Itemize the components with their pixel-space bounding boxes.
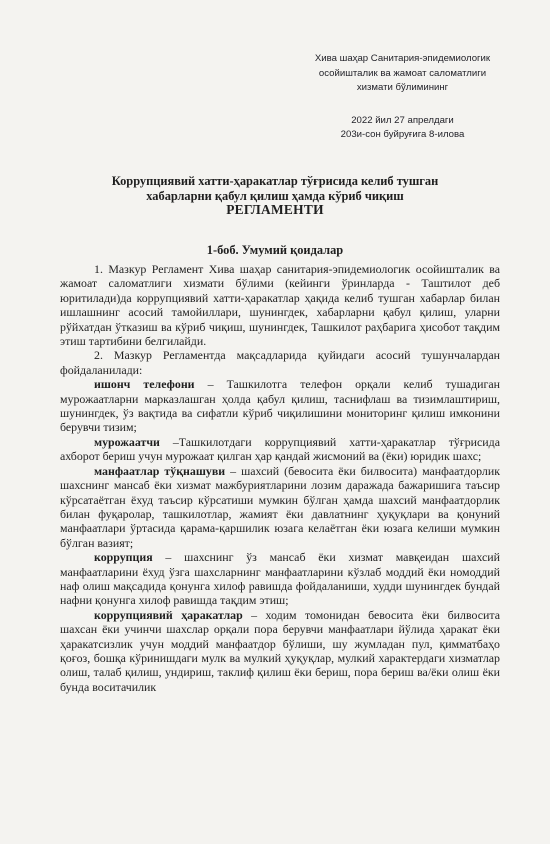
definition-hotline (60, 377, 500, 435)
chapter-heading: 1-боб. Умумий қоидалар (206, 243, 344, 257)
term-applicant: мурожаатчи (94, 434, 160, 449)
definition-applicant-text: –Ташкилотдаги коррупциявий хатти-ҳаракатлар тўғрисида ахборот бериш учун мурожаат қилган ҳар қандай жисмоний ва (ёки) юридик шахс; (60, 434, 500, 464)
approval-line-1: Хива шаҳар Санитария-эпидемиологик (314, 53, 491, 64)
definition-conflict (60, 464, 500, 550)
paragraph-2: 2. Мазкур Регламентда мақсадларида қуйидаги асосий тушунчалардан фойдаланилади: (60, 348, 500, 377)
title-line-3: РЕГЛАМЕНТИ (226, 202, 324, 217)
approval-line-2: осойишталик ва жамоат саломатлиги (318, 67, 487, 79)
term-corrupt-actions: коррупциявий ҳаракатлар (94, 607, 243, 622)
definition-corrupt-actions-text: – ходим томонидан бевосита ёки билвосита шахсан ёки учинчи шахслар орқали пора берувчи манфаатлари йўлида ҳаракат ёки ҳаракатсизлик учун моддий манфаатдор бўлиши, шу жумладан пул, қимматбаҳо қоғоз, бошқа кўринишдаги мулк ва мулкий ҳуқуқлар, мулкий характердаги хизматлар олиш, талаб қилиш, ундириш, таклиф қилиш ёки бериш, пора бериш ва/ёки олиш ёки бунда воситачилик (60, 607, 500, 694)
document-body (60, 262, 500, 694)
approval-line-4: 2022 йил 27 апрелдаги (351, 114, 454, 126)
definition-corruption (60, 550, 500, 608)
document-title (60, 174, 490, 218)
definition-corruption-text: – шахснинг ўз мансаб ёки хизмат мавқеидан шахсий манфаатларини ёхуд ўзга шахсларнинг манфаатларини кўзлаб моддий ёки номоддий наф олиш мақсадида қонунга хилоф равишда фойдаланиши, худди шунингдек бундай нафни қонунга хилоф равишда тақдим этиш; (60, 550, 500, 608)
approval-line-3: хизмати бўлимининг (356, 82, 449, 93)
term-hotline: ишонч телефони (94, 377, 195, 392)
definition-corrupt-actions (60, 608, 500, 694)
term-conflict: манфаатлар тўқнашуви (94, 463, 226, 478)
term-corruption: коррупция (94, 550, 153, 565)
approval-stamp (300, 52, 505, 143)
definition-applicant (60, 435, 500, 464)
approval-line-5: 203и-сон буйруғига 8-илова (340, 129, 465, 140)
definition-hotline-text: – Ташкилотга телефон орқали келиб тушадиган мурожаатларни марказлашган ҳолда қабул қилиш, таснифлаш ва тизимлаштириш, шунингдек, ўз вақтида ва сифатли кўриб чиқилишини мониторинг қилиш имконини берувчи тизим; (60, 377, 501, 435)
title-line-1: Коррупциявий хатти-ҳаракатлар тўғрисида келиб тушган (111, 174, 439, 188)
definition-conflict-text: – шахсий (бевосита ёки билвосита) манфаатдорлик шахснинг мансаб ёки хизмат мажбуриятларини лозим даражада бажаришига таъсир кўрсатаётган ёхуд таъсир кўрсатиши мумкин бўлган ҳамда шахсий манфаатдорлик билан фуқаролар, ташкилотлар, жамият ёки давлатнинг ҳуқуқлари ва қонуний манфаатлари ўртасида қарама-қаршилик юзага келаётган ёки юзага келиши мумкин бўлган вазият; (60, 463, 501, 550)
title-line-2: хабарларни қабул қилиш ҳамда кўриб чиқиш (146, 188, 404, 203)
paragraph-1: 1. Мазкур Регламент Хива шаҳар санитария-эпидемиологик осойишталик ва жамоат саломатлиги хизмати бўлими (кейинги ўринларда - Таштилот деб юритилади)да коррупциявий хатти-ҳаракатлар ҳақида келиб тушган хабарлар билан ишлашнинг асосий тамойиллари, шунингдек, хабарларни қабул қилиш, уларни рўйхатдан ўтказиш ва кўриб чиқиш, шунингдек, Ташкилот раҳбарига ҳисобот тақдим этиш тартибини белгилайди. (60, 262, 500, 349)
